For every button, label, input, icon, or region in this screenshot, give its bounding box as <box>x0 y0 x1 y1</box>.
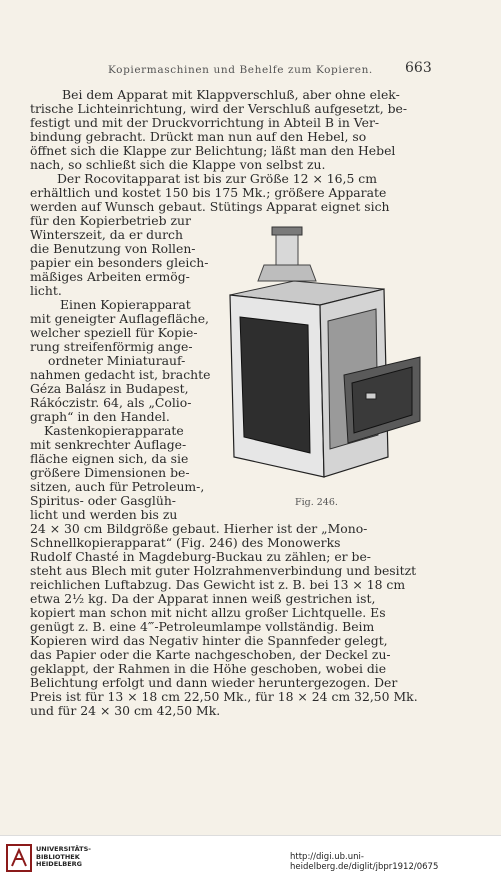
text-line: 24 × 30 cm Bildgröße gebaut. Hierher ist der „Mono- <box>30 521 368 536</box>
text-line: etwa 2½ kg. Da der Apparat innen weiß gestrichen ist, <box>30 591 376 606</box>
institution-name <box>36 846 91 869</box>
text-line: Preis ist für 13 × 18 cm 22,50 Mk., für 18 × 24 cm 32,50 Mk. <box>30 689 418 704</box>
figure-caption: Fig. 246. <box>295 497 338 508</box>
text-line: Winterszeit, da er durch <box>30 227 183 242</box>
source-url-link[interactable]: http://digi.ub.uni-heidelberg.de/diglit/jbpr1912/0675 <box>290 852 439 872</box>
text-line: Kopieren wird das Negativ hinter die Spannfeder gelegt, <box>30 633 388 648</box>
text-line: mäßiges Arbeiten ermög- <box>30 269 190 284</box>
text-line: steht aus Blech mit guter Holzrahmenverbindung und besitzt <box>30 563 417 578</box>
text-line: fläche eignen sich, da sie <box>30 451 189 466</box>
text-line: nach, so schließt sich die Klappe von selbst zu. <box>30 157 326 172</box>
text-line: licht. <box>30 283 62 298</box>
text-line: mit senkrechter Auflage- <box>30 437 187 452</box>
text-line: Kastenkopierapparate <box>44 423 184 438</box>
page-header <box>0 60 501 80</box>
text-line: Spiritus- oder Gasglüh- <box>30 493 176 508</box>
text-line: Der Rocovitapparat ist bis zur Größe 12 × 16,5 cm <box>57 171 377 186</box>
text-line: Belichtung erfolgt und dann wieder heruntergezogen. Der <box>30 675 398 690</box>
text-line: die Benutzung von Rollen- <box>30 241 196 256</box>
text-line: Géza Balász in Budapest, <box>30 381 189 396</box>
library-footer <box>0 835 501 878</box>
text-line: das Papier oder die Karte nachgeschoben, der Deckel zu- <box>30 647 391 662</box>
text-line: reichlichen Luftabzug. Das Gewicht ist z. B. bei 13 × 18 cm <box>30 577 406 592</box>
page-number: 663 <box>405 60 432 76</box>
text-line: Bei dem Apparat mit Klappverschluß, aber ohne elek- <box>62 87 400 102</box>
text-line: öffnet sich die Klappe zur Belichtung; läßt man den Hebel <box>30 143 396 158</box>
text-line: graph“ in den Handel. <box>30 409 170 424</box>
text-line: erhältlich und kostet 150 bis 175 Mk.; größere Apparate <box>30 185 387 200</box>
text-line: licht und werden bis zu <box>30 507 178 522</box>
text-line: geklappt, der Rahmen in die Höhe geschoben, wobei die <box>30 661 387 676</box>
text-line: welcher speziell für Kopie- <box>30 325 198 340</box>
text-line: größere Dimensionen be- <box>30 465 190 480</box>
text-line: Einen Kopierapparat <box>60 297 191 312</box>
figure-246-illustration <box>224 225 424 495</box>
text-line: sitzen, auch für Petroleum-, <box>30 479 205 494</box>
text-line: festigt und mit der Druckvorrichtung in Abteil B in Ver- <box>30 115 380 130</box>
text-line: Schnellkopierapparat“ (Fig. 246) des Monowerks <box>30 535 341 550</box>
text-line: genügt z. B. eine 4‴-Petroleumlampe vollständig. Beim <box>30 619 375 634</box>
text-line: kopiert man schon mit nicht allzu großer Lichtquelle. Es <box>30 605 386 620</box>
text-line: werden auf Wunsch gebaut. Stütings Apparat eignet sich <box>30 199 390 214</box>
text-line: und für 24 × 30 cm 42,50 Mk. <box>30 703 221 718</box>
text-line: Rákóczistr. 64, als „Colio- <box>30 395 192 410</box>
text-line: Rudolf Chasté in Magdeburg-Buckau zu zählen; er be- <box>30 549 371 564</box>
text-line: rung streifenförmig ange- <box>30 339 193 354</box>
text-line: für den Kopierbetrieb zur <box>30 213 191 228</box>
running-head: Kopiermaschinen und Behelfe zum Kopieren. <box>108 64 373 76</box>
institution-line: BIBLIOTHEK <box>36 852 80 861</box>
text-line: mit geneigter Auflagefläche, <box>30 311 209 326</box>
institution-line: HEIDELBERG <box>36 860 83 868</box>
institution-line: UNIVERSITÄTS- <box>36 845 91 853</box>
text-line: nahmen gedacht ist, brachte <box>30 367 211 382</box>
text-line: trische Lichteinrichtung, wird der Verschluß aufgesetzt, be- <box>30 101 408 116</box>
university-library-logo-icon <box>6 844 32 872</box>
text-line: ordneter Miniaturauf- <box>48 353 186 368</box>
text-line: bindung gebracht. Drückt man nun auf den Hebel, so <box>30 129 367 144</box>
text-line: papier ein besonders gleich- <box>30 255 209 270</box>
